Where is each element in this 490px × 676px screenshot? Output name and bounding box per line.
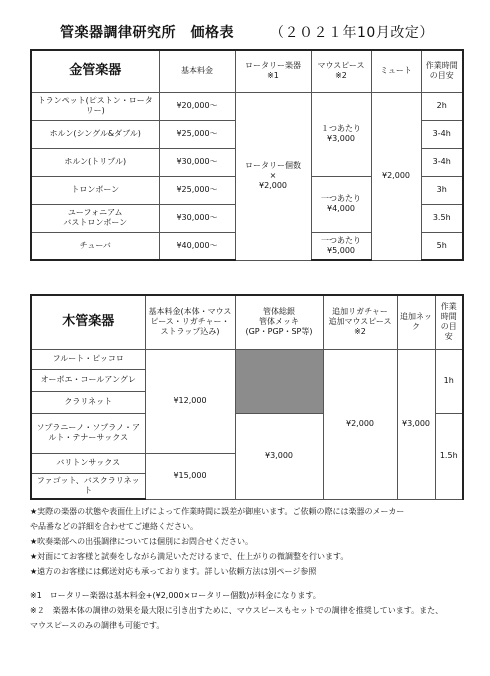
woodwind-row-name: フルート・ピッコロ xyxy=(31,349,145,369)
brass-header-base-fee: 基本料金 xyxy=(159,50,235,92)
brass-rotary-price: ロータリー個数 × ¥2,000 xyxy=(235,92,311,260)
footnotes-section xyxy=(30,588,480,633)
note-line: ★吹奏楽部への出張調律については個別にお問合せください。 xyxy=(30,537,254,546)
brass-row-fee: ¥40,000〜 xyxy=(159,232,235,260)
woodwind-row-name: ファゴット、バスクラリネット xyxy=(31,473,145,499)
brass-price-table xyxy=(30,49,464,261)
woodwind-time-b: 1.5h xyxy=(435,413,463,499)
brass-row-name: トロンボーン xyxy=(31,176,159,204)
note-line: ★対面にてお客様と試奏をしながら満足いただけるまで、仕上がりの微調整を行います。 xyxy=(30,552,349,561)
brass-mouthpiece-price-1: １つあたり ¥3,000 xyxy=(311,92,371,176)
brass-row-name: チューバ xyxy=(31,232,159,260)
brass-row-fee: ¥30,000〜 xyxy=(159,148,235,176)
footnote-line: ※２ 楽器本体の調律の効果を最大限に引き出すために、マウスピースもセットでの調律を推奨しています。また、 xyxy=(30,606,444,615)
brass-row-fee: ¥25,000〜 xyxy=(159,120,235,148)
woodwind-price-table xyxy=(30,294,464,500)
revision-date: （２０２１年10月改定） xyxy=(270,25,434,41)
woodwind-fee-a: ¥12,000 xyxy=(145,349,235,453)
woodwind-header-extra-neck: 追加ネック xyxy=(397,295,435,349)
brass-row-time: 5h xyxy=(421,232,463,260)
brass-row-time: 3-4h xyxy=(421,120,463,148)
page-title xyxy=(60,22,480,42)
brass-row-name: ホルン(トリプル) xyxy=(31,148,159,176)
woodwind-plating-price: ¥3,000 xyxy=(235,413,323,499)
woodwind-fee-b: ¥15,000 xyxy=(145,453,235,499)
brass-row-name: トランペット(ピストン・ロータリー) xyxy=(31,92,159,120)
woodwind-extra-ligature-price: ¥2,000 xyxy=(323,349,397,499)
footnote-line: マウスピースのみの調律も可能です。 xyxy=(30,621,165,630)
brass-row-time: 2h xyxy=(421,92,463,120)
brass-mouthpiece-price-3: 一つあたり ¥5,000 xyxy=(311,232,371,260)
woodwind-header-plating: 管体総銀 管体メッキ (GP・PGP・SP等) xyxy=(235,295,323,349)
brass-mute-price: ¥2,000 xyxy=(371,92,421,260)
woodwind-header-category: 木管楽器 xyxy=(31,295,145,349)
notes-section xyxy=(30,504,480,579)
brass-header-category: 金管楽器 xyxy=(31,50,159,92)
footnote-line: ※1 ロータリー楽器は基本料金+(¥2,000×ロータリー個数)が料金になります。 xyxy=(30,591,321,600)
woodwind-time-a: 1h xyxy=(435,349,463,413)
title-text: 管楽器調律研究所 価格表 xyxy=(60,25,234,41)
woodwind-row-name: バリトンサックス xyxy=(31,453,145,473)
brass-row-time: 3-4h xyxy=(421,148,463,176)
brass-row-time: 3h xyxy=(421,176,463,204)
brass-mouthpiece-price-2: 一つあたり ¥4,000 xyxy=(311,176,371,232)
woodwind-row-name: オーボエ・コールアングレ xyxy=(31,369,145,391)
woodwind-row-name: ソプラニーノ・ソプラノ・アルト・テナーサックス xyxy=(31,413,145,453)
woodwind-header-extra-ligature: 追加リガチャー 追加マウスピース ※2 xyxy=(323,295,397,349)
brass-row-name: ユーフォニアム バストロンボーン xyxy=(31,204,159,232)
brass-header-mouthpiece: マウスピース ※2 xyxy=(311,50,371,92)
woodwind-header-base-fee: 基本料金(本体・マウスピース・リガチャー・ストラップ込み) xyxy=(145,295,235,349)
brass-header-mute: ミュート xyxy=(371,50,421,92)
woodwind-header-time: 作業時間の目安 xyxy=(435,295,463,349)
brass-row-fee: ¥25,000〜 xyxy=(159,176,235,204)
brass-header-rotary: ロータリー楽器 ※1 xyxy=(235,50,311,92)
brass-row-time: 3.5h xyxy=(421,204,463,232)
woodwind-extra-neck-price: ¥3,000 xyxy=(397,349,435,499)
brass-row-fee: ¥20,000〜 xyxy=(159,92,235,120)
note-line: や品番などの詳細を合わせてご連絡ください。 xyxy=(30,522,198,531)
plating-not-applicable-cell xyxy=(235,349,323,413)
brass-row-name: ホルン(シングル&ダブル) xyxy=(31,120,159,148)
brass-header-time: 作業時間 の目安 xyxy=(421,50,463,92)
woodwind-row-name: クラリネット xyxy=(31,391,145,413)
note-line: ★実際の楽器の状態や表面仕上げによって作業時間に誤差が御座います。ご依頼の際には楽器のメーカー xyxy=(30,507,405,516)
note-line: ★遠方のお客様には郵送対応も承っております。詳しい依頼方法は別ページ参照 xyxy=(30,567,317,576)
brass-row-fee: ¥30,000〜 xyxy=(159,204,235,232)
